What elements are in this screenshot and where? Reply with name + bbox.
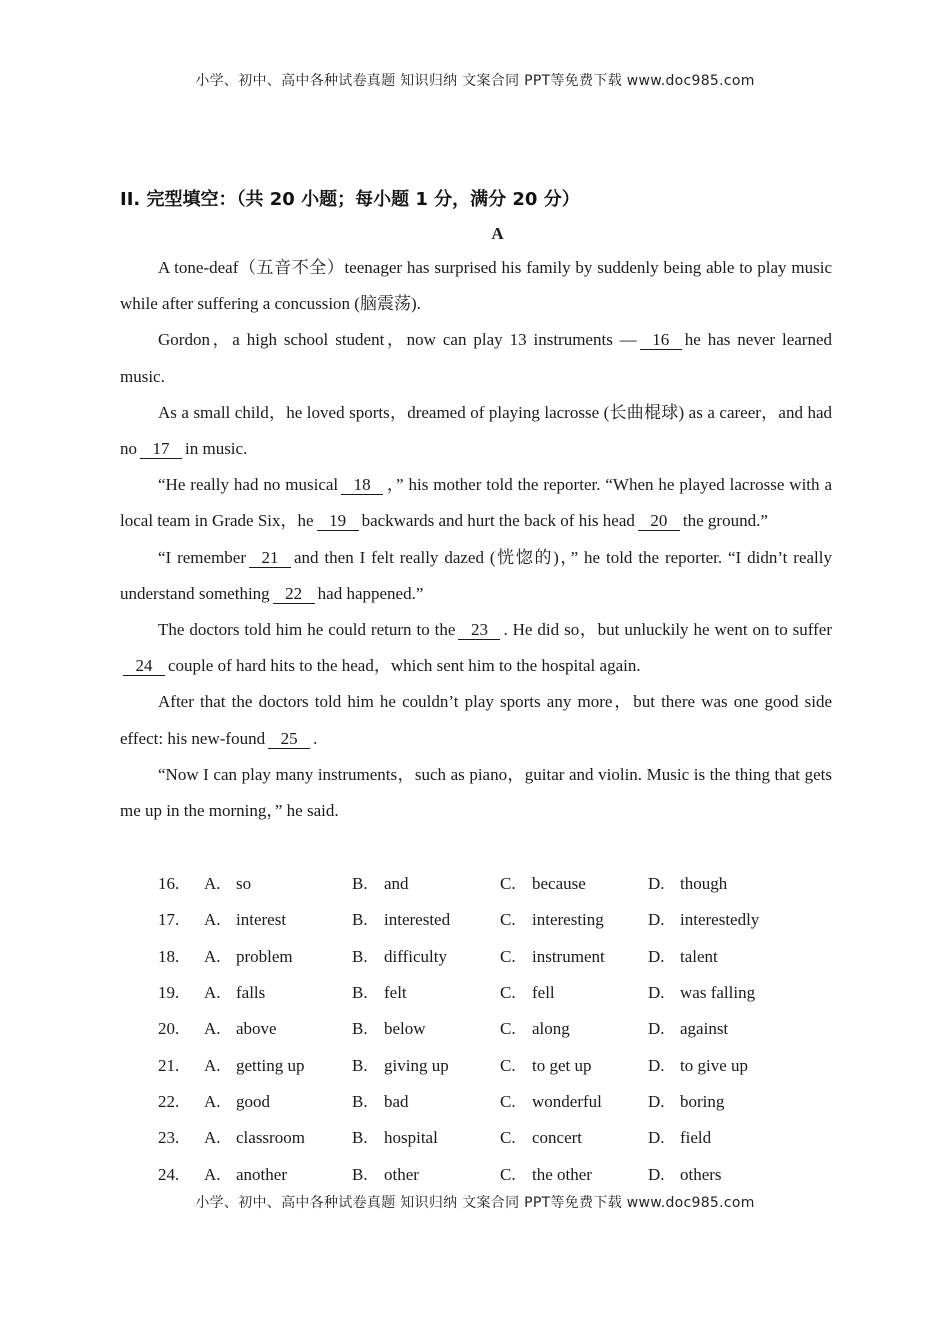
option-letter: A.	[204, 1128, 221, 1148]
option-text: good	[236, 1091, 270, 1111]
paragraph-4	[120, 467, 832, 539]
question-22	[158, 1084, 858, 1120]
question-number: 16.	[158, 874, 180, 894]
option-text: to give up	[680, 1055, 748, 1075]
option-text: interesting	[532, 910, 604, 930]
option-letter: D.	[648, 874, 665, 894]
option-c[interactable]	[500, 1019, 648, 1039]
p1-text: A tone-deaf（五音不全）teenager has surprised his family by suddenly being able to play music while after suffering a concussion (脑震荡).	[120, 258, 832, 314]
option-d[interactable]	[648, 1128, 796, 1148]
option-b[interactable]	[352, 910, 500, 930]
option-b[interactable]	[352, 983, 500, 1003]
question-17	[158, 902, 858, 938]
option-letter: B.	[352, 983, 368, 1003]
option-text: below	[384, 1019, 426, 1039]
blank-20[interactable]: 20	[638, 512, 680, 531]
p3-text-2: in music.	[185, 439, 248, 459]
paragraph-3	[120, 395, 832, 467]
option-a[interactable]	[204, 947, 352, 967]
header-banner: 小学、初中、高中各种试卷真题 知识归纳 文案合同 PPT等免费下载 www.doc985.com	[195, 73, 755, 89]
option-text: concert	[532, 1128, 583, 1148]
question-18	[158, 939, 858, 975]
option-d[interactable]	[648, 1092, 796, 1112]
option-a[interactable]	[204, 1165, 352, 1185]
option-letter: B.	[352, 1019, 368, 1039]
option-text: felt	[384, 983, 407, 1003]
option-a[interactable]	[204, 1128, 352, 1148]
option-letter: A.	[204, 983, 221, 1003]
p6-text-2: . He did so，but unluckily he went on to suffer	[503, 620, 832, 640]
p2-text-2: he has never learned music.	[120, 330, 832, 386]
option-text: was falling	[680, 983, 756, 1003]
option-text: falls	[236, 983, 266, 1003]
option-c[interactable]	[500, 874, 648, 894]
option-letter: B.	[352, 910, 368, 930]
question-number: 18.	[158, 946, 180, 966]
option-letter: B.	[352, 1055, 368, 1075]
question-16	[158, 866, 858, 902]
option-text: boring	[680, 1091, 725, 1111]
question-23	[158, 1120, 858, 1156]
blank-17[interactable]: 17	[140, 440, 182, 459]
paragraph-6	[120, 612, 832, 684]
option-d[interactable]	[648, 947, 796, 967]
option-letter: D.	[648, 1055, 665, 1075]
option-text: bad	[384, 1091, 409, 1111]
option-letter: D.	[648, 1091, 665, 1111]
option-c[interactable]	[500, 1165, 648, 1185]
option-text: others	[680, 1164, 722, 1184]
option-letter: B.	[352, 1091, 368, 1111]
question-number: 24.	[158, 1164, 180, 1184]
p5-text-3: had happened.”	[317, 583, 424, 603]
option-letter: D.	[648, 1019, 665, 1039]
p4-text-1: “He really had no musical	[158, 475, 339, 495]
section-title: II. 完型填空：（共 20 小题；每小题 1 分，满分 20 分）	[120, 189, 580, 210]
blank-16[interactable]: 16	[640, 331, 682, 350]
option-b[interactable]	[352, 1019, 500, 1039]
p6-text-1: The doctors told him he could return to the	[158, 620, 456, 640]
blank-18[interactable]: 18	[341, 476, 383, 495]
option-text: interestedly	[680, 910, 760, 930]
option-letter: D.	[648, 1128, 665, 1148]
option-letter: A.	[204, 1055, 221, 1075]
blank-22[interactable]: 22	[273, 585, 315, 604]
paragraph-5	[120, 540, 832, 612]
option-text: interested	[384, 910, 451, 930]
option-a[interactable]	[204, 1092, 352, 1112]
option-text: the other	[532, 1164, 592, 1184]
passage	[120, 250, 832, 829]
option-c[interactable]	[500, 1092, 648, 1112]
option-letter: A.	[204, 910, 221, 930]
option-letter: C.	[500, 1164, 516, 1184]
option-text: field	[680, 1128, 712, 1148]
option-text: problem	[236, 946, 293, 966]
option-b[interactable]	[352, 1056, 500, 1076]
option-text: against	[680, 1019, 729, 1039]
blank-21[interactable]: 21	[249, 549, 291, 568]
option-b[interactable]	[352, 947, 500, 967]
option-text: difficulty	[384, 946, 447, 966]
question-number: 22.	[158, 1091, 180, 1111]
p4-text-4: the ground.”	[682, 511, 768, 531]
option-c[interactable]	[500, 910, 648, 930]
option-text: hospital	[384, 1128, 438, 1148]
option-letter: A.	[204, 1091, 221, 1111]
p8-text: “Now I can play many instruments，such as piano，guitar and violin. Music is the thing that gets me up in the morning，” he said.	[120, 764, 832, 821]
p4-text-3: backwards and hurt the back of his head	[361, 511, 635, 531]
option-letter: A.	[204, 874, 221, 894]
option-text: instrument	[532, 946, 605, 966]
option-text: above	[236, 1019, 277, 1039]
option-text: talent	[680, 946, 718, 966]
option-letter: B.	[352, 874, 368, 894]
question-number: 21.	[158, 1055, 180, 1075]
option-letter: C.	[500, 910, 516, 930]
option-a[interactable]	[204, 983, 352, 1003]
paragraph-2	[120, 322, 832, 394]
option-b[interactable]	[352, 1128, 500, 1148]
p2-text-1: Gordon，a high school student，now can play 13 instruments —	[158, 330, 637, 350]
option-letter: B.	[352, 1164, 368, 1184]
paragraph-7	[120, 684, 832, 756]
option-letter: C.	[500, 1091, 516, 1111]
option-letter: C.	[500, 946, 516, 966]
option-letter: D.	[648, 946, 665, 966]
paragraph-1	[120, 250, 832, 322]
option-c[interactable]	[500, 1128, 648, 1148]
option-a[interactable]	[204, 874, 352, 894]
option-text: getting up	[236, 1055, 305, 1075]
option-letter: D.	[648, 910, 665, 930]
paragraph-8	[120, 757, 832, 829]
option-text: so	[236, 874, 252, 894]
question-24	[158, 1156, 858, 1192]
option-a[interactable]	[204, 1019, 352, 1039]
option-letter: A.	[204, 946, 221, 966]
p5-text-1: “I remember	[158, 547, 247, 567]
option-letter: C.	[500, 983, 516, 1003]
option-letter: B.	[352, 946, 368, 966]
option-text: wonderful	[532, 1091, 602, 1111]
option-text: another	[236, 1164, 287, 1184]
option-d[interactable]	[648, 1165, 796, 1185]
p3-text-1: As a small child，he loved sports，dreamed of playing lacrosse (长曲棍球) as a career，and had no	[120, 402, 832, 459]
option-letter: A.	[204, 1019, 221, 1039]
option-text: giving up	[384, 1055, 449, 1075]
option-text: though	[680, 874, 728, 894]
question-number: 19.	[158, 983, 180, 1003]
option-c[interactable]	[500, 1056, 648, 1076]
p7-text-1: After that the doctors told him he couldn’t play sports any more，but there was one good side effect: his new-found	[120, 692, 832, 748]
option-letter: A.	[204, 1164, 221, 1184]
question-21	[158, 1047, 858, 1083]
option-letter: C.	[500, 874, 516, 894]
p7-text-2: .	[313, 728, 318, 748]
option-d[interactable]	[648, 1019, 796, 1039]
p6-text-3: couple of hard hits to the head，which sent him to the hospital again.	[168, 656, 641, 676]
answer-options	[158, 866, 858, 1193]
p4-text-2: ，” his mother told the reporter. “When he played lacrosse with a local team in Grade Six，he	[120, 475, 832, 531]
option-b[interactable]	[352, 1092, 500, 1112]
option-d[interactable]	[648, 910, 796, 930]
option-d[interactable]	[648, 1056, 796, 1076]
option-b[interactable]	[352, 1165, 500, 1185]
option-letter: C.	[500, 1019, 516, 1039]
option-text: fell	[532, 983, 555, 1003]
option-c[interactable]	[500, 947, 648, 967]
question-19	[158, 975, 858, 1011]
option-letter: C.	[500, 1128, 516, 1148]
option-letter: D.	[648, 1164, 665, 1184]
passage-letter: A	[491, 224, 504, 243]
option-c[interactable]	[500, 983, 648, 1003]
option-text: along	[532, 1019, 570, 1039]
question-number: 23.	[158, 1128, 180, 1148]
option-letter: B.	[352, 1128, 368, 1148]
option-text: and	[384, 874, 409, 894]
option-text: because	[532, 874, 586, 894]
option-text: classroom	[236, 1128, 305, 1148]
blank-24[interactable]: 24	[123, 657, 165, 676]
option-d[interactable]	[648, 874, 796, 894]
option-d[interactable]	[648, 983, 796, 1003]
option-a[interactable]	[204, 910, 352, 930]
blank-19[interactable]: 19	[317, 512, 359, 531]
option-letter: C.	[500, 1055, 516, 1075]
option-text: to get up	[532, 1055, 592, 1075]
question-20	[158, 1011, 858, 1047]
option-text: other	[384, 1164, 419, 1184]
question-number: 17.	[158, 910, 180, 930]
blank-25[interactable]: 25	[268, 730, 310, 749]
question-number: 20.	[158, 1019, 180, 1039]
option-b[interactable]	[352, 874, 500, 894]
blank-23[interactable]: 23	[458, 621, 500, 640]
p5-text-2: and then I felt really dazed (恍惚的)，” he told the reporter. “I didn’t really understand something	[120, 547, 832, 603]
option-a[interactable]	[204, 1056, 352, 1076]
option-letter: D.	[648, 983, 665, 1003]
option-text: interest	[236, 910, 287, 930]
footer-banner: 小学、初中、高中各种试卷真题 知识归纳 文案合同 PPT等免费下载 www.doc985.com	[195, 1195, 755, 1211]
